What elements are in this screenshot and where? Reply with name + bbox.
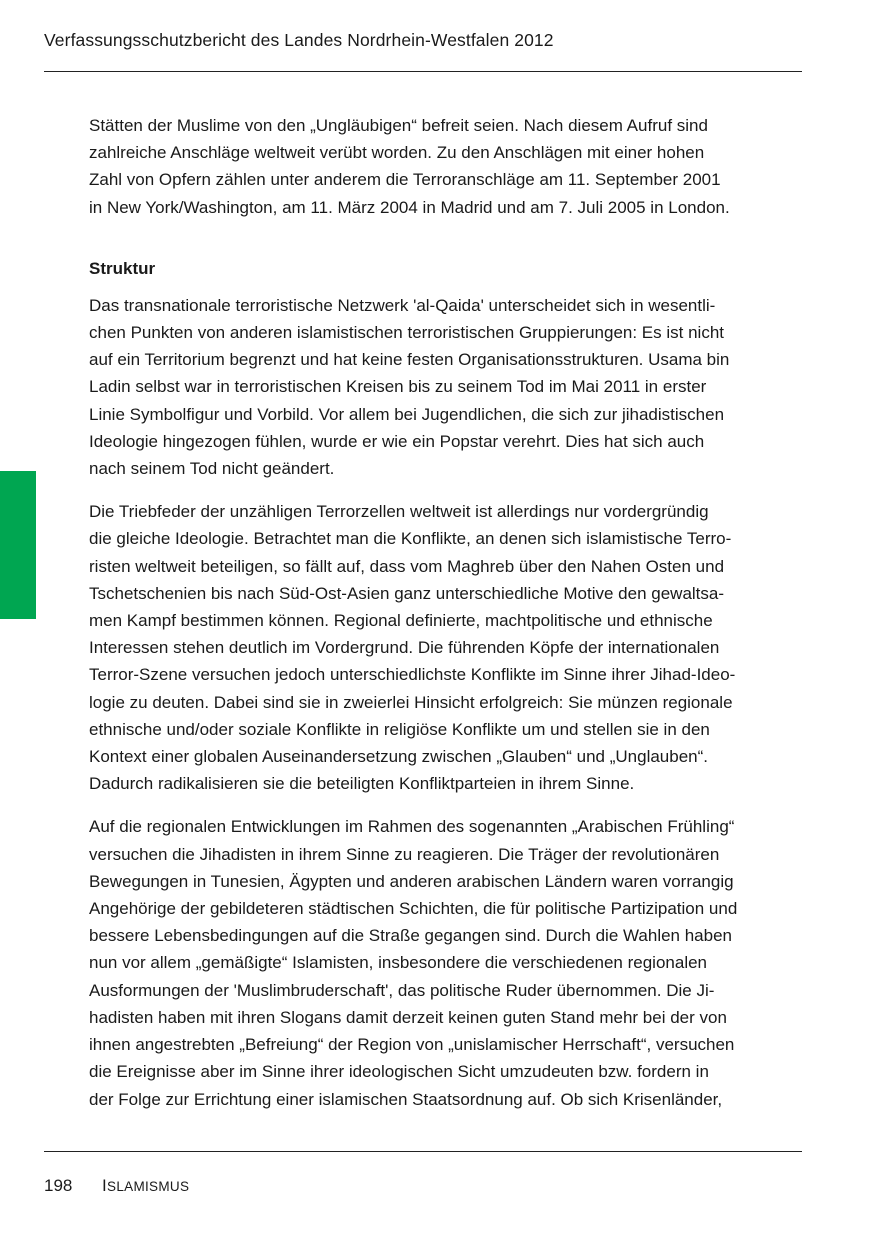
section-name xyxy=(102,1176,190,1195)
paragraph-arab-spring xyxy=(89,813,802,1112)
text-line: Die Triebfeder der unzähligen Terrorzellen weltweit ist allerdings nur vordergründig xyxy=(89,502,709,522)
paragraph-structure xyxy=(89,292,802,482)
header-rule xyxy=(44,71,802,72)
text-line: Interessen stehen deutlich im Vordergrund. Die führenden Köpfe der internationalen xyxy=(89,638,720,658)
text-line: der Folge zur Errichtung einer islamischen Staatsordnung auf. Ob sich Krisenländer, xyxy=(89,1089,723,1109)
text-line: Terror-Szene versuchen jedoch unterschiedlichste Konflikte im Sinne ihrer Jihad-Ideo- xyxy=(89,665,736,685)
text-line: Ideologie hingezogen fühlen, wurde er wie ein Popstar verehrt. Dies hat sich auch xyxy=(89,431,705,451)
text-line: Tschetschenien bis nach Süd-Ost-Asien ganz unterschiedliche Motive den gewaltsa- xyxy=(89,583,725,603)
text-line: Ausformungen der 'Muslimbruderschaft', das politische Ruder übernommen. Die Ji- xyxy=(89,980,715,1000)
text-line: versuchen die Jihadisten in ihrem Sinne zu reagieren. Die Träger der revolutionären xyxy=(89,844,720,864)
text-line: nach seinem Tod nicht geändert. xyxy=(89,459,335,479)
text-line: ihnen angestrebten „Befreiung“ der Region von „unislamischer Herrschaft“, versuchen xyxy=(89,1035,735,1055)
body-text xyxy=(89,112,802,1129)
section-name-rest: SLAMISMUS xyxy=(107,1179,190,1194)
text-line: Auf die regionalen Entwicklungen im Rahmen des sogenannten „Arabischen Frühling“ xyxy=(89,817,735,837)
text-line: nun vor allem „gemäßigte“ Islamisten, insbesondere die verschiedenen regionalen xyxy=(89,953,708,973)
text-line: Bewegungen in Tunesien, Ägypten und anderen arabischen Ländern waren vorrangig xyxy=(89,871,734,891)
text-line: risten weltweit beteiligen, so fällt auf, dass vom Maghreb über den Nahen Osten und xyxy=(89,556,725,576)
text-line: die gleiche Ideologie. Betrachtet man die Konflikte, an denen sich islamistische Terro- xyxy=(89,529,732,549)
text-line: men Kampf bestimmen können. Regional definierte, machtpolitische und ethnische xyxy=(89,611,713,631)
section-heading: Struktur xyxy=(89,258,156,278)
text-line: logie zu deuten. Dabei sind sie in zweierlei Hinsicht erfolgreich: Sie münzen regionale xyxy=(89,692,733,712)
text-line: Dadurch radikalisieren sie die beteiligten Konfliktparteien in ihrem Sinne. xyxy=(89,774,635,794)
text-line: auf ein Territorium begrenzt und hat keine festen Organisationsstrukturen. Usama bin xyxy=(89,350,730,370)
text-line: die Ereignisse aber im Sinne ihrer ideologischen Sicht umzudeuten bzw. fordern in xyxy=(89,1062,709,1082)
text-line: hadisten haben mit ihren Slogans damit derzeit keinen guten Stand mehr bei der von xyxy=(89,1007,727,1027)
page-number: 198 xyxy=(44,1176,73,1195)
text-line: chen Punkten von anderen islamistischen terroristischen Gruppierungen: Es ist nicht xyxy=(89,323,725,343)
text-line: Kontext einer globalen Auseinandersetzung zwischen „Glauben“ und „Unglauben“. xyxy=(89,747,709,767)
text-line: Das transnationale terroristische Netzwerk 'al-Qaida' unterscheidet sich in wesentli- xyxy=(89,295,716,315)
text-line: zahlreiche Anschläge weltweit verübt worden. Zu den Anschlägen mit einer hohen xyxy=(89,143,705,163)
text-line: bessere Lebensbedingungen auf die Straße gegangen sind. Durch die Wahlen haben xyxy=(89,926,733,946)
text-line: Zahl von Opfern zählen unter anderem die Terroranschläge am 11. September 2001 xyxy=(89,170,721,190)
running-header: Verfassungsschutzbericht des Landes Nordrhein-Westfalen 2012 xyxy=(44,30,554,50)
text-line: Stätten der Muslime von den „Ungläubigen“ befreit seien. Nach diesem Aufruf sind xyxy=(89,116,708,135)
text-line: Linie Symbolfigur und Vorbild. Vor allem bei Jugendlichen, die sich zur jihadistischen xyxy=(89,404,725,424)
paragraph-motives xyxy=(89,498,802,797)
text-line: in New York/Washington, am 11. März 2004 in Madrid und am 7. Juli 2005 in London. xyxy=(89,197,730,217)
text-line: Ladin selbst war in terroristischen Kreisen bis zu seinem Tod im Mai 2011 in erster xyxy=(89,377,707,397)
text-line: Angehörige der gebildeteren städtischen Schichten, die für politische Partizipation und xyxy=(89,899,738,919)
chapter-tab-marker xyxy=(0,471,36,619)
paragraph-intro xyxy=(89,112,802,221)
page-footer xyxy=(44,1176,189,1196)
text-line: ethnische und/oder soziale Konflikte in religiöse Konflikte um und stellen sie in den xyxy=(89,719,710,739)
footer-rule xyxy=(44,1151,802,1152)
section-name-initial: I xyxy=(102,1176,108,1195)
